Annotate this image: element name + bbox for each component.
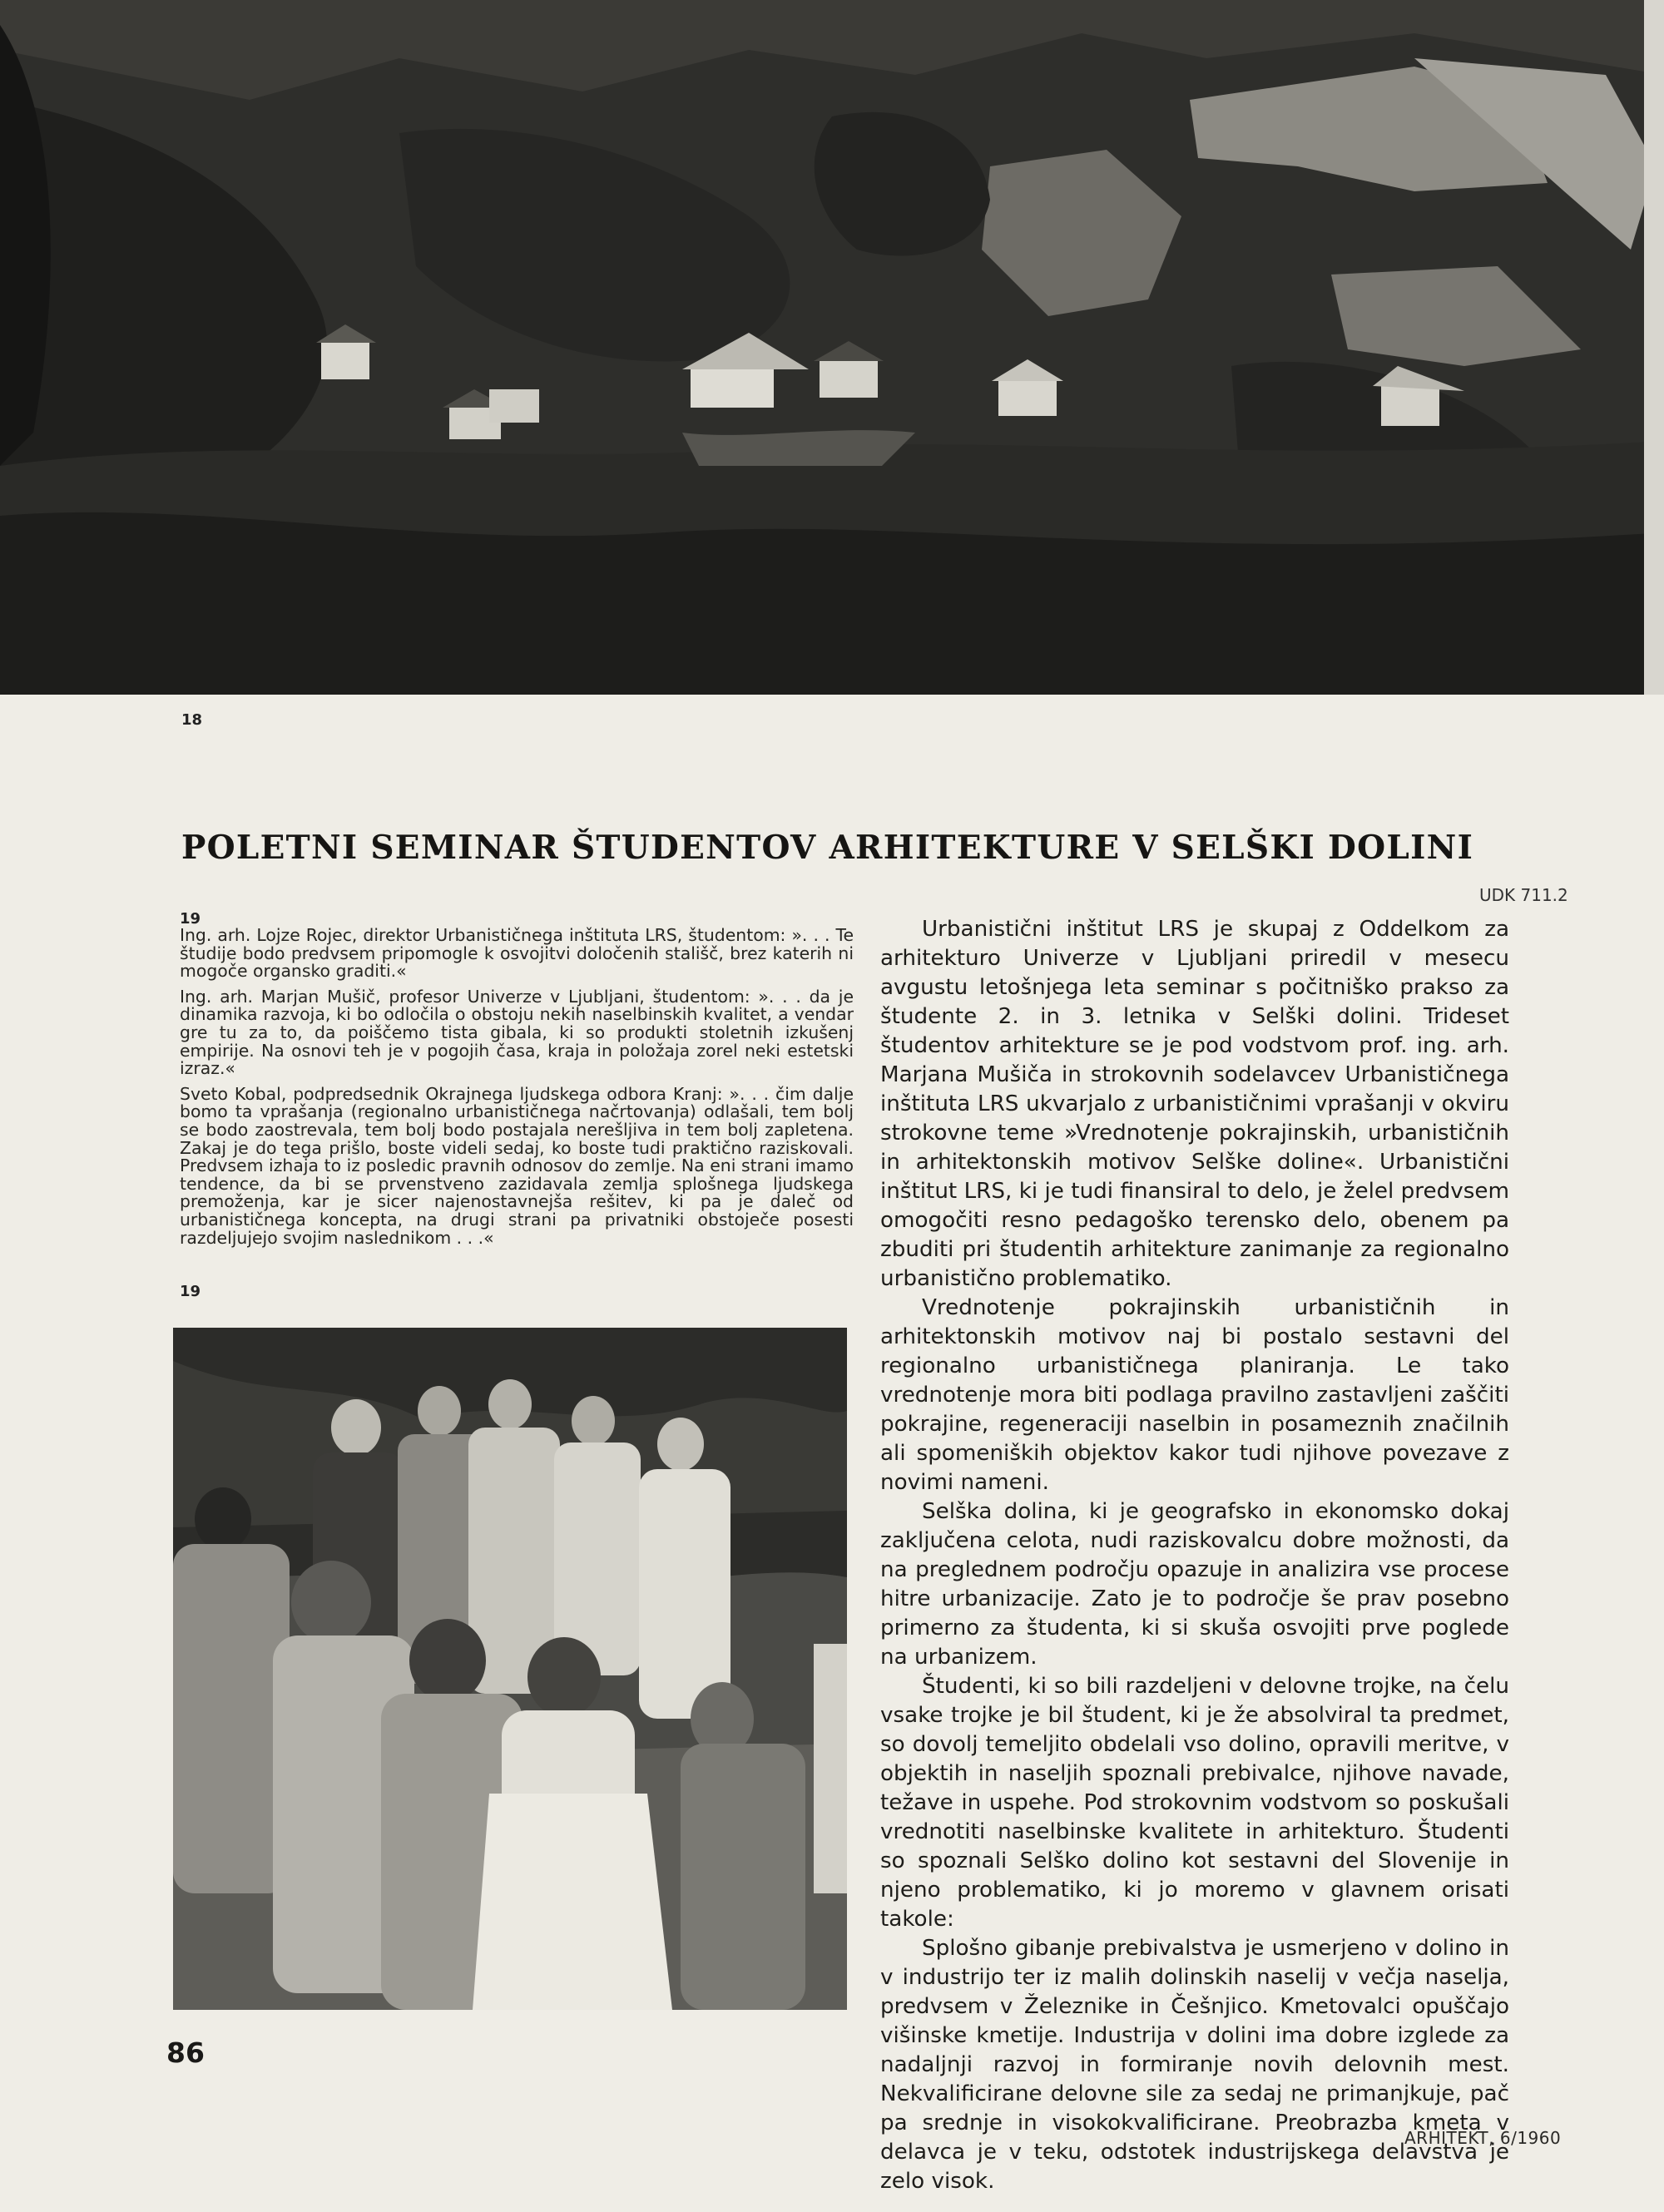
students-group-image	[173, 1328, 847, 2010]
page-edge	[1644, 0, 1664, 695]
quote-rojec: Ing. arh. Lojze Rojec, direktor Urbanističnega inštituta LRS, študentom: ». . . Te študije bodo predvsem pripomogle k osvojitvi določenih stališč, brez katerih ni mogoče organsko graditi.«	[180, 925, 854, 982]
udk-classification: UDK 711.2	[1479, 885, 1568, 905]
figure-number-19-photo: 19	[180, 1283, 201, 1300]
article-body	[880, 915, 1509, 2196]
body-paragraph: Splošno gibanje prebivalstva je usmerjeno v dolino in v industrijo ter iz malih dolinskih naselij v večja naselja, predvsem v Železnike in Češnjico. Kmetovalci opuščajo višinske kmetije. Industrija v dolini ima dobre izglede za nadaljnji razvoj in formiranje novih delovnih mest. Nekvalificirane delovne sile za sedaj ne primanjkuje, pač pa srednje in visokokvalificirane. Preobrazba kmeta v delavca je v teku, odstotek industrijskega delavstva je zelo visok.	[880, 1936, 1509, 2194]
quote-music: Ing. arh. Marjan Mušič, profesor Univerze v Ljubljani, študentom: ». . . da je dinamika razvoja, ki bo odločila o obstoju nekih naselbinskih kvalitet, a vendar gre tu za to, da poiščemo tista gibala, ki so produkti stoletnih izkušenj empirije. Na osnovi teh je v pogojih časa, kraja in položaja zorel neki estetski izraz.«	[180, 986, 854, 1079]
body-paragraph: Študenti, ki so bili razdeljeni v delovne trojke, na čelu vsake trojke je bil študent, ki je že absolviral ta predmet, so dovolj temeljito obdelali vso dolino, opravili meritve, v objektih in naseljih spoznali prebivalce, njihove navade, težave in uspehe. Pod strokovnim vodstvom so poskušali vrednotiti naselbinske kvalitete in arhitekturo. Študenti so spoznali Selško dolino kot sestavni del Slovenije in njeno problematiko, ki jo moremo v glavnem orisati takole:	[880, 1674, 1509, 1932]
hillside-village-photo	[0, 0, 1664, 695]
figure-number-19-quotes: 19	[180, 910, 201, 928]
body-paragraph: Vrednotenje pokrajinskih urbanističnih in arhitektonskih motivov naj bi postalo sestavni del regionalno urbanističnega planiranja. Le tako vrednotenje mora biti podlaga pravilno zastavljeni zaščiti pokrajine, regeneraciji naselbin in posameznih značilnih ali spomeniških objektov kakor tudi njihove povezave z novimi nameni.	[880, 1295, 1509, 1495]
quote-kobal: Sveto Kobal, podpredsednik Okrajnega ljudskega odbora Kranj: ». . . čim dalje bomo ta vprašanja (regionalno urbanističnega načrtovanja) odlašali, tem bolj se bodo zaostrevala, tem bolj bodo postajala nerešljiva in tem bolj zapletena. Zakaj je do tega prišlo, boste videli sedaj, ko boste tudi praktično raziskovali. Predvsem izhaja to iz posledic pravnih odnosov do zemlje. Na eni strani imamo tendence, da bi se prvenstveno zazidavala zemlja splošnega ljudskega premoženja, kar je sicer najenostavnejša rešitev, ki pa je daleč od urbanističnega koncepta, na drugi strani pa privatniki obstoječe posesti razdeljujejo svojim naslednikom . . .«	[180, 1083, 854, 1248]
body-paragraph: Urbanistični inštitut LRS je skupaj z Oddelkom za arhitekturo Univerze v Ljubljani priredil v mesecu avgustu letošnjega leta seminar s počitniško prakso za študente 2. in 3. letnika v Selški dolini. Trideset študentov arhitekture se je pod vodstvom prof. ing. arh. Marjana Mušiča in strokovnih sodelavcev Urbanističnega inštituta LRS ukvarjalo z urbanističnimi vprašanji v okviru strokovne teme »Vrednotenje pokrajinskih, urbanističnih in arhitektonskih motivov Selške doline«. Urbanistični inštitut LRS, ki je tudi finansiral to delo, je želel predvsem omogočiti resno pedagoško terensko delo, obenem pa zbuditi pri študentih arhitekture zanimanje za regionalno urbanistično problematiko.	[880, 917, 1509, 1291]
page-number: 86	[166, 2036, 205, 2069]
body-paragraph: Selška dolina, ki je geografsko in ekonomsko dokaj zaključena celota, nudi raziskovalcu dobre možnosti, da na preglednem področju opazuje in analizira vse procese hitre urbanizacije. Zato je to področje še prav posebno primerno za študenta, ki si skuša osvojiti prve poglede na urbanizem.	[880, 1499, 1509, 1670]
figure-number-18: 18	[181, 711, 203, 729]
students-group-photo	[173, 1328, 847, 2010]
quotes-block	[180, 927, 854, 1254]
article-title: POLETNI SEMINAR ŠTUDENTOV ARHITEKTURE V SELŠKI DOLINI	[181, 829, 1474, 868]
hillside-village-image	[0, 0, 1664, 695]
journal-footer: ARHITEKT, 6/1960	[1404, 2128, 1562, 2148]
